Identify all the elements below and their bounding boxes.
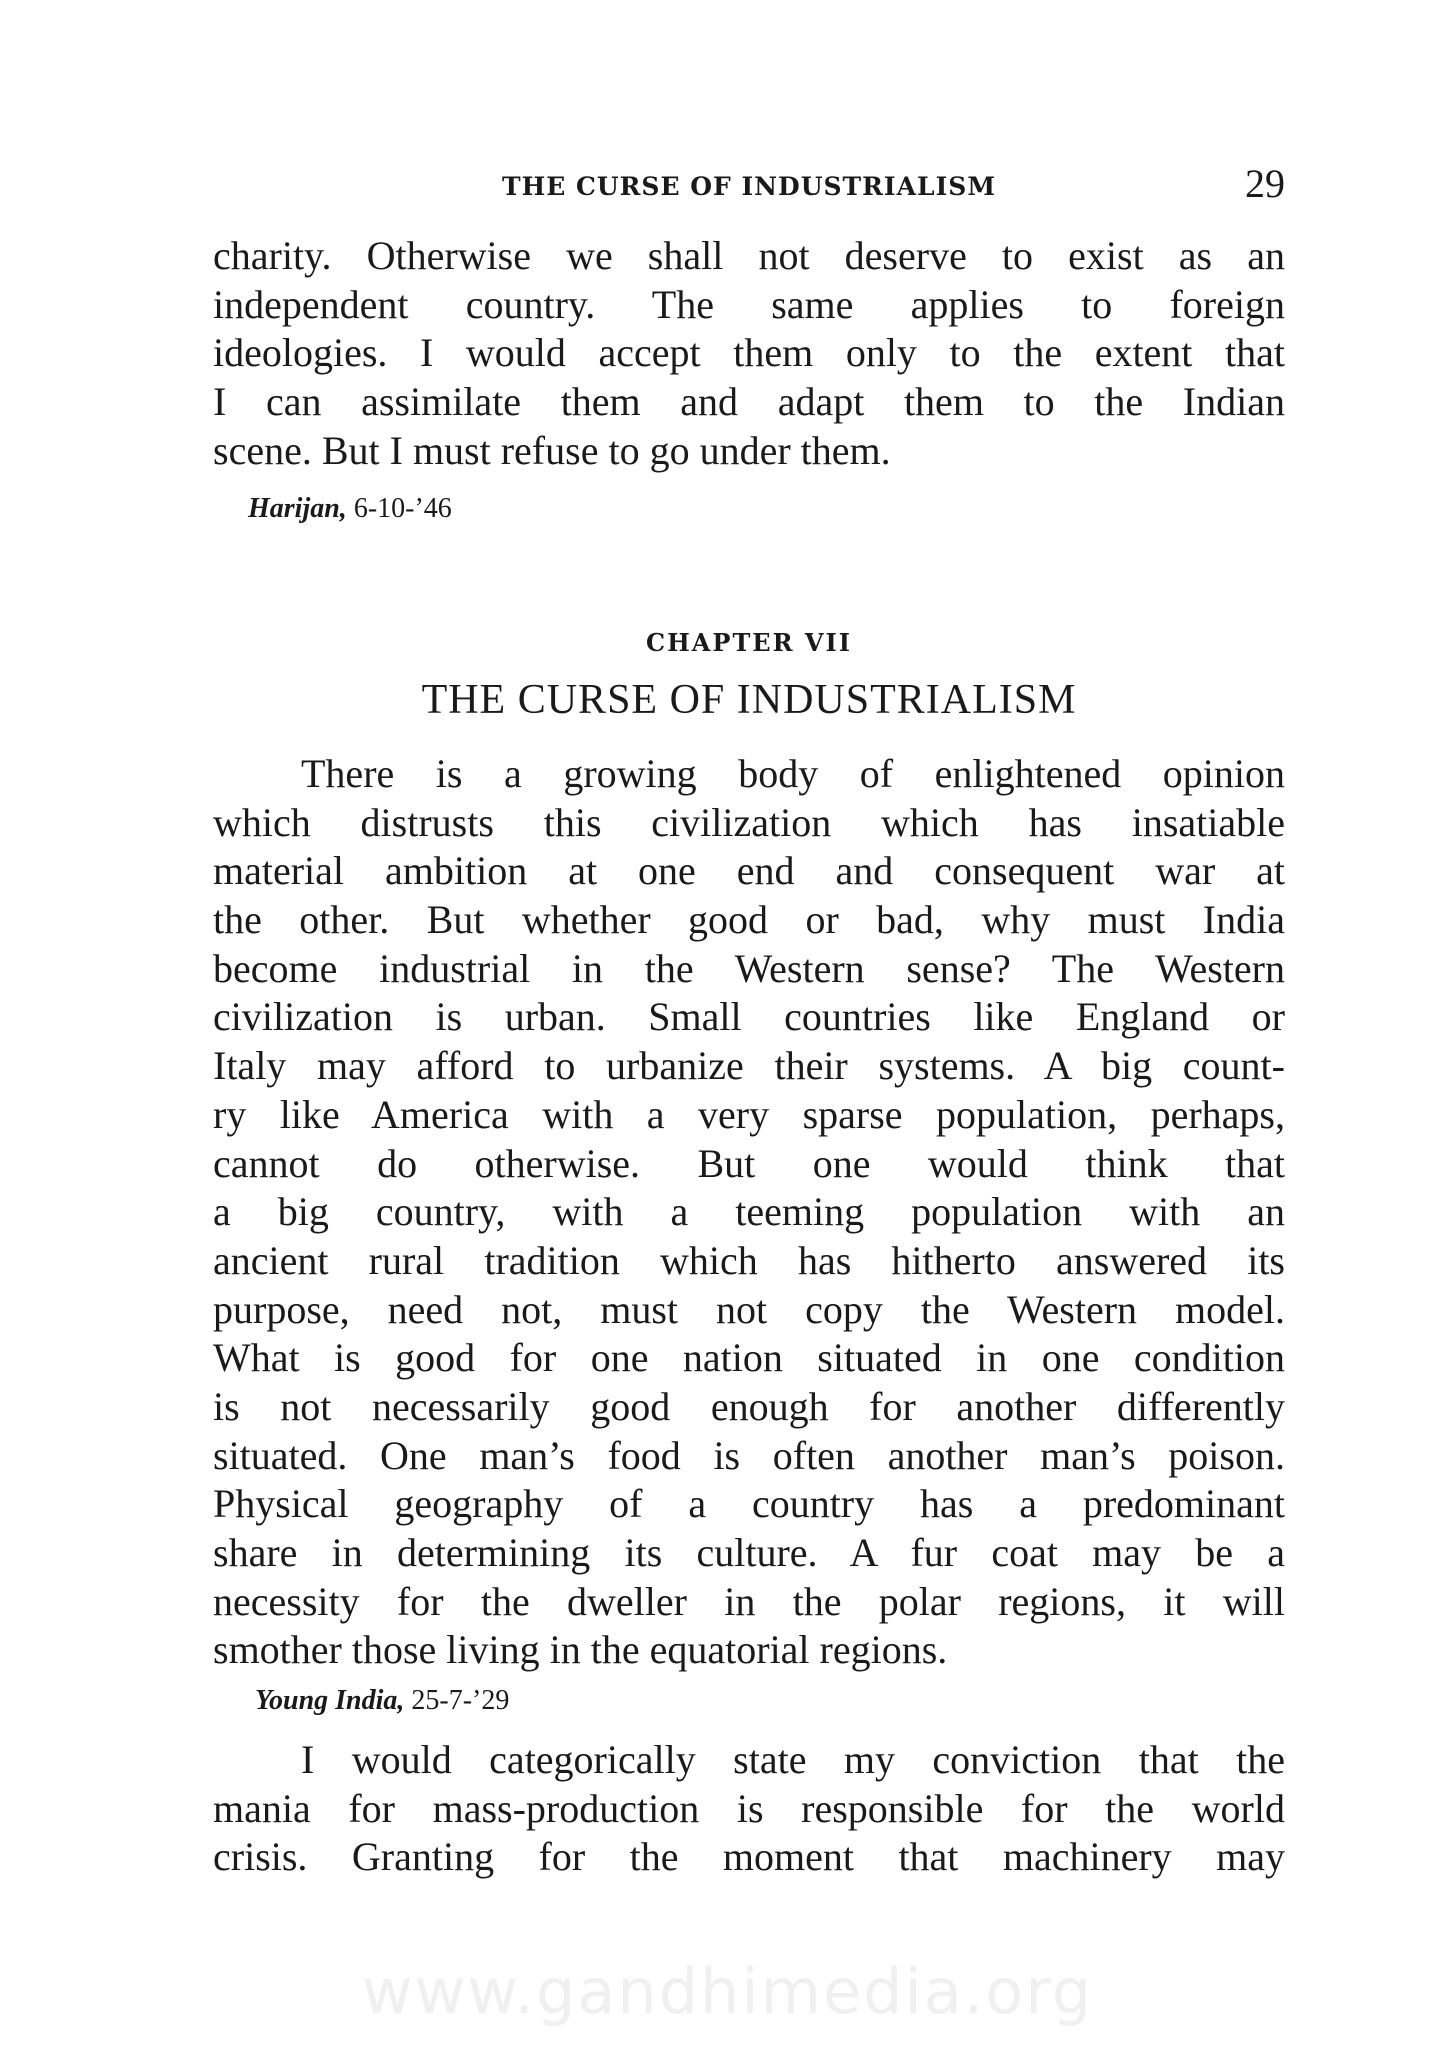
paragraph-line: is not necessarily good enough for another differently <box>213 1383 1285 1429</box>
paragraph-line: There is a growing body of enlightened opinion <box>301 751 1285 796</box>
chapter-title: THE CURSE OF INDUSTRIALISM <box>421 677 1077 723</box>
paragraph-line: What is good for one nation situated in one condition <box>213 1335 1285 1381</box>
paragraph-line: ideologies. I would accept them only to the extent that <box>213 330 1285 376</box>
citation-source: Harijan, <box>248 493 347 524</box>
watermark: www.gandhimedia.org <box>361 1955 1094 2028</box>
citation-date: 25-7-’29 <box>411 1685 510 1716</box>
paragraph-line: the other. But whether good or bad, why must India <box>213 897 1285 943</box>
paragraph-line: share in determining its culture. A fur coat may be a <box>213 1530 1285 1575</box>
paragraph-line: smother those living in the equatorial regions. <box>213 1627 948 1673</box>
paragraph-line: necessity for the dweller in the polar regions, it will <box>213 1578 1285 1624</box>
paragraph-1 <box>213 232 1285 475</box>
paragraph-line: become industrial in the Western sense? The Western <box>213 945 1285 991</box>
page-number: 29 <box>1245 161 1285 206</box>
citation-source: Young India, <box>255 1685 405 1716</box>
paragraph-line: I can assimilate them and adapt them to the Indian <box>213 379 1285 425</box>
paragraph-line: a big country, with a teeming population with an <box>213 1189 1285 1235</box>
paragraph-line: independent country. The same applies to foreign <box>213 281 1285 327</box>
paragraph-line: civilization is urban. Small countries like England or <box>213 994 1285 1040</box>
citation-date: 6-10-’46 <box>353 493 452 524</box>
paragraph-line: scene. But I must refuse to go under them. <box>213 427 891 473</box>
citation-young-india <box>255 1685 509 1717</box>
chapter-label: CHAPTER VII <box>646 628 852 657</box>
paragraph-line: purpose, need not, must not copy the Western model. <box>213 1286 1285 1332</box>
paragraph-line: ry like America with a very sparse population, perhaps, <box>213 1091 1285 1137</box>
paragraph-line: ancient rural tradition which has hitherto answered its <box>213 1237 1285 1283</box>
paragraph-line: situated. One man’s food is often another man’s poison. <box>213 1432 1285 1478</box>
running-head <box>213 160 1285 220</box>
paragraph-line: mania for mass-production is responsible for the world <box>213 1785 1285 1831</box>
paragraph-line: material ambition at one end and consequent war at <box>213 848 1285 894</box>
paragraph-line: charity. Otherwise we shall not deserve to exist as an <box>213 233 1285 278</box>
paragraph-line: Italy may afford to urbanize their systems. A big count- <box>213 1043 1285 1089</box>
paragraph-3 <box>213 1736 1285 1882</box>
paragraph-line: Physical geography of a country has a predominant <box>213 1481 1285 1527</box>
paragraph-line: cannot do otherwise. But one would think that <box>213 1140 1285 1186</box>
paragraph-line: I would categorically state my conviction that the <box>301 1737 1285 1782</box>
running-title: THE CURSE OF INDUSTRIALISM <box>501 172 997 201</box>
citation-harijan <box>248 493 452 525</box>
paragraph-2 <box>213 750 1285 1675</box>
paragraph-line: which distrusts this civilization which has insatiable <box>213 799 1285 845</box>
paragraph-line: crisis. Granting for the moment that machinery may <box>213 1834 1285 1880</box>
